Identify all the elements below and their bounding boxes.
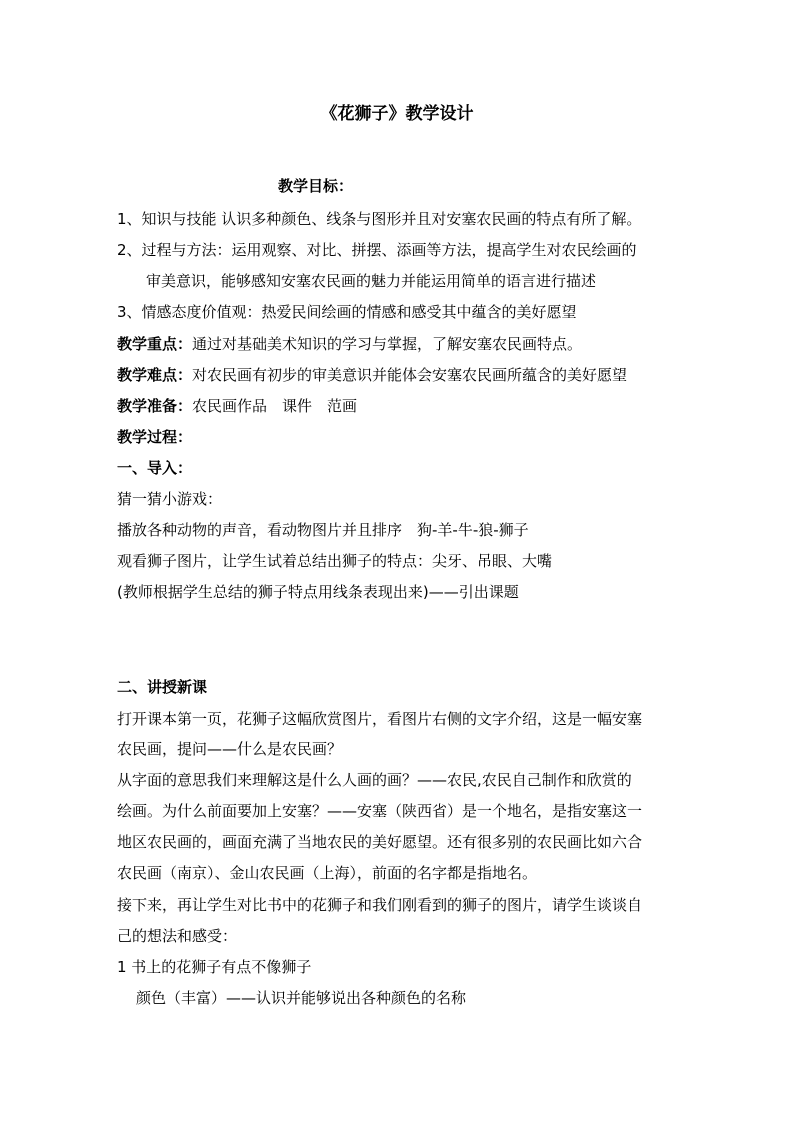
section2-line: 颜色（丰富）——认识并能够说出各种颜色的名称 [136,989,467,1007]
section2-line: 己的想法和感受： [117,927,238,945]
section1-heading: 一、导入： [117,459,193,477]
section2-heading: 二、讲授新课 [117,678,208,696]
section2-line: 从字面的意思我们来理解这是什么人画的画？——农民,农民自己制作和欣赏的 [117,771,632,789]
objective-line: 3、情感态度价值观：热爱民间绘画的情感和感受其中蕴含的美好愿望 [117,303,577,321]
objective-line: 1、知识与技能 认识多种颜色、线条与图形并且对安塞农民画的特点有所了解。 [117,210,642,228]
section2-line: 打开课本第一页，花狮子这幅欣赏图片，看图片右侧的文字介绍，这是一幅安塞 [117,710,643,728]
section1-line: 猜一猜小游戏： [117,490,223,508]
preparation-line [117,396,357,416]
section1-line: 观看狮子图片，让学生试着总结出狮子的特点：尖牙、吊眼、大嘴 [117,552,553,570]
section2-line: 农民画，提问——什么是农民画？ [117,740,343,758]
section2-line: 绘画。为什么前面要加上安塞？——安塞（陕西省）是一个地名，是指安塞这一 [117,802,643,820]
preparation-text: 农民画作品 课件 范画 [192,397,358,415]
objective-line: 审美意识，能够感知安塞农民画的魅力并能运用简单的语言进行描述 [146,272,597,290]
section2-line: 地区农民画的，画面充满了当地农民的美好愿望。还有很多别的农民画比如六合 [117,833,643,851]
objective-line: 2、过程与方法：运用观察、对比、拼摆、添画等方法，提高学生对农民绘画的 [117,241,637,259]
document-title: 《花狮子》教学设计 [320,104,474,124]
process-heading: 教学过程： [117,428,193,446]
key-point-label: 教学重点： [117,335,193,353]
objectives-heading: 教学目标： [278,177,354,195]
key-point-text: 通过对基础美术知识的学习与掌握，了解安塞农民画特点。 [192,335,583,353]
difficulty-line [117,365,627,385]
difficulty-label: 教学难点： [117,366,193,384]
difficulty-text: 对农民画有初步的审美意识并能体会安塞农民画所蕴含的美好愿望 [192,366,628,384]
preparation-label: 教学准备： [117,397,193,415]
section2-line: 接下来，再让学生对比书中的花狮子和我们刚看到的狮子的图片，请学生谈谈自 [117,896,643,914]
key-point-line [117,334,582,354]
section1-line: (教师根据学生总结的狮子特点用线条表现出来)——引出课题 [117,583,519,601]
section1-line: 播放各种动物的声音，看动物图片并且排序 狗-羊-牛-狼-狮子 [117,521,529,539]
section2-line: 农民画（南京）、金山农民画（上海），前面的名字都是指地名。 [117,864,538,882]
section2-line: 1 书上的花狮子有点不像狮子 [117,958,312,976]
